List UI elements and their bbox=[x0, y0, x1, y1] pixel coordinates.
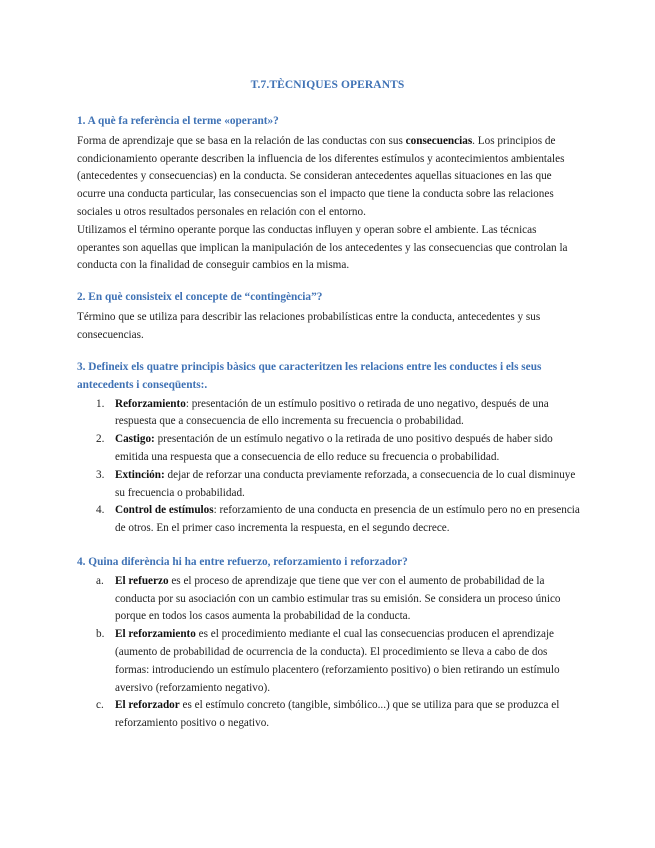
list-item bbox=[77, 396, 582, 432]
list-item-text: es el estímulo concreto (tangible, simbólico...) que se utiliza para que se produzca el reforzamiento positivo o negativo. bbox=[115, 699, 560, 730]
list-marker: a. bbox=[96, 574, 104, 587]
section-4 bbox=[77, 554, 582, 733]
section-1-paragraph-2: Utilizamos el término operante porque las conductas influyen y operan sobre el ambiente. Las técnicas operantes son aquellas que implican la manipulación de los antecedentes y las consecuencias que controlan la conducta con la finalidad de conseguir cambios en la misma. bbox=[77, 223, 568, 272]
document-title: T.7.TÈCNIQUES OPERANTS bbox=[250, 79, 405, 91]
list-item bbox=[77, 697, 582, 733]
bold-term: Castigo: bbox=[115, 433, 155, 446]
bold-term: El refuerzo bbox=[115, 574, 169, 587]
list-marker: b. bbox=[96, 628, 105, 641]
list-marker: 1. bbox=[96, 397, 105, 410]
list-item-text: es el proceso de aprendizaje que tiene que ver con el aumento de probabilidad de la conducta por su asociación con un cambio estimular tras su emisión. Se considera un proceso único porque en todos los casos aumenta la probabilidad de la conducta. bbox=[115, 574, 561, 623]
bold-term: El reforzamiento bbox=[115, 628, 196, 641]
section-2-paragraph-1: Término que se utiliza para describir las relaciones probabilísticas entre la conducta, antecedentes y sus consecuencias. bbox=[77, 310, 541, 341]
text-span: . Los principios de condicionamiento operante describen la influencia de los diferentes estímulos y acontecimientos ambientales (antecedentes y consecuencias) en la conducta. Se consideran antecedentes aquellas situaciones en las que ocurre una conducta particular, las consecuencias son el impacto que tiene la conducta sobre las relaciones sociales u otros resultados personales en relación con el entorno. bbox=[77, 134, 565, 218]
list-item-text: presentación de un estímulo negativo o la retirada de uno positivo después de haber sido emitida una respuesta que a consecuencia de ello reduce su frecuencia o probabilidad. bbox=[115, 433, 553, 463]
list-item bbox=[77, 573, 582, 626]
list-item-text: : reforzamiento de una conducta en presencia de un estímulo pero no en presencia de otros. En el primer caso incrementa la respuesta, en el segundo decrece. bbox=[115, 504, 580, 535]
question-3-heading: 3. Defineix els quatre principis bàsics que caracteritzen les relacions entre les conductes i els seus antecedents i conseqüents:. bbox=[77, 361, 542, 391]
list-item-text: dejar de reforzar una conducta previamente reforzada, a consecuencia de lo cual disminuye su frecuencia o probabilidad. bbox=[115, 468, 576, 499]
section-2 bbox=[77, 289, 582, 344]
section-1-paragraph-1 bbox=[77, 133, 582, 222]
list-marker: 2. bbox=[96, 433, 105, 446]
bold-term: El reforzador bbox=[115, 699, 180, 712]
bold-term: Extinción: bbox=[115, 468, 165, 481]
list-item bbox=[77, 502, 582, 538]
question-2-heading: 2. En què consisteix el concepte de “contingència”? bbox=[77, 291, 323, 303]
list-marker: c. bbox=[96, 699, 104, 712]
bold-term: consecuencias bbox=[405, 134, 473, 147]
principles-list bbox=[77, 396, 582, 538]
section-1 bbox=[77, 113, 582, 275]
list-item-text: es el procedimiento mediante el cual las consecuencias producen el aprendizaje (aumento de probabilidad de ocurrencia de la conducta). El procedimiento se lleva a cabo de dos formas: introduciendo un estímulo placentero (reforzamiento positivo) o bien retirando un estímulo aversivo (reforzamiento negativo). bbox=[115, 628, 560, 694]
text-span: Forma de aprendizaje que se basa en la relación de las conductas con sus bbox=[77, 134, 406, 147]
list-item-text: : presentación de un estímulo positivo o retirada de uno negativo, después de una respuesta que a consecuencia de ello incrementa su frecuencia o probabilidad. bbox=[115, 397, 549, 428]
list-item bbox=[77, 431, 582, 467]
list-item bbox=[77, 626, 582, 697]
question-4-heading: 4. Quina diferència hi ha entre refuerzo, reforzamiento i reforzador? bbox=[77, 556, 408, 568]
concepts-list bbox=[77, 573, 582, 733]
list-marker: 4. bbox=[96, 504, 105, 517]
bold-term: Control de estímulos bbox=[115, 504, 214, 517]
question-1-heading: 1. A què fa referència el terme «operant»? bbox=[77, 115, 279, 127]
bold-term: Reforzamiento bbox=[115, 397, 186, 410]
list-item bbox=[77, 467, 582, 503]
list-marker: 3. bbox=[96, 468, 105, 481]
section-3 bbox=[77, 359, 582, 538]
